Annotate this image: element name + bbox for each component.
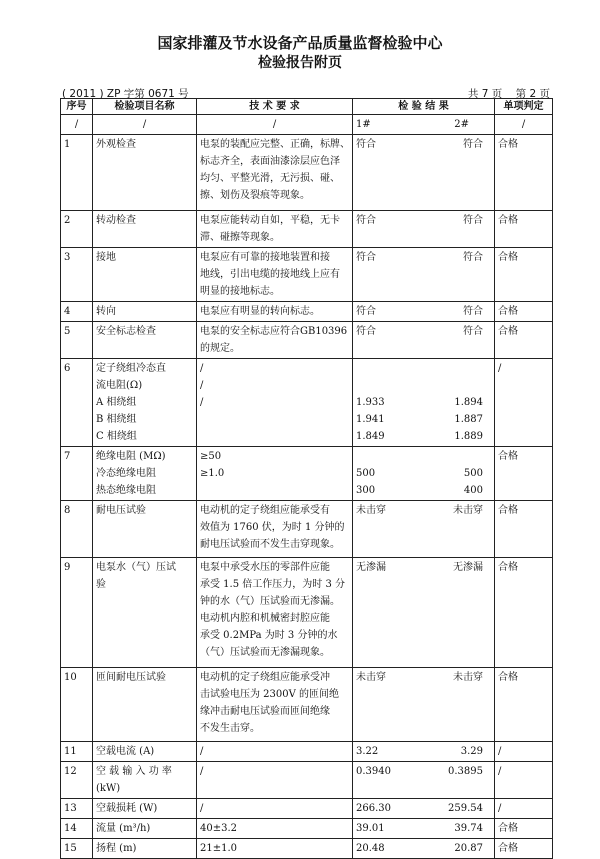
inspection-table: [60, 98, 553, 859]
result-line: [356, 323, 491, 340]
requirement-text: 效值为 1760 伏，为时 1 分钟的: [200, 522, 345, 533]
table-row: [61, 799, 553, 819]
slash-cell: /: [93, 115, 197, 135]
judgement-cell: /: [495, 359, 553, 447]
judgement-cell: 合格: [495, 558, 553, 668]
table-row: [61, 762, 553, 799]
requirement-text: （气）压试验而无渗漏现象。: [200, 647, 330, 658]
item-name-cell: [93, 558, 197, 668]
requirement-text: 标志齐全，表面油漆涂层应色泽: [200, 156, 340, 167]
requirement-text: ≥50: [200, 451, 222, 462]
col-header-seq: 序号: [61, 99, 93, 115]
result-sample-1: 39.01: [356, 823, 385, 834]
judgement-cell: 合格: [495, 668, 553, 742]
result-sample-2: 1.894: [454, 397, 483, 408]
result-sample-2: 无渗漏: [453, 562, 483, 573]
result-cell: [353, 762, 495, 799]
item-name: 空 载 输 入 功 率: [96, 766, 172, 777]
requirement-text: 缘冲击耐电压试验而匝间绝缘: [200, 706, 330, 717]
item-name-cell: [93, 135, 197, 211]
item-name: 热态绝缘电阻: [96, 485, 156, 496]
item-name: 流量 (m³/h): [96, 823, 151, 834]
result-cell: [353, 211, 495, 248]
row-number: 10: [61, 668, 93, 742]
result-cell: [353, 248, 495, 302]
item-name: 接地: [96, 252, 116, 263]
col-header-item: 检验项目名称: [93, 99, 197, 115]
result-line: [356, 136, 491, 153]
requirement-text: 不发生击穿。: [200, 723, 260, 734]
result-sample-1: 266.30: [356, 803, 391, 814]
result-line: [356, 482, 491, 499]
result-cell: [353, 302, 495, 322]
requirement-text: 击试验电压为 2300V 的匝间绝: [200, 689, 340, 700]
result-sample-1: 0.3940: [356, 766, 391, 777]
result-sample-1: 符合: [356, 252, 376, 263]
item-name-cell: [93, 302, 197, 322]
result-sample-2: 符合: [463, 215, 483, 226]
col-header-judge: 单项判定: [495, 99, 553, 115]
result-sample-2: 符合: [463, 139, 483, 150]
result-sample-1: 500: [356, 468, 376, 479]
judgement-cell: 合格: [495, 322, 553, 359]
result-cell: [353, 799, 495, 819]
judgement-cell: 合格: [495, 211, 553, 248]
sample-header-cell: [353, 115, 495, 135]
table-row: [61, 742, 553, 762]
result-sample-1: 未击穿: [356, 672, 386, 683]
requirement-text: 40±3.2: [200, 823, 238, 834]
item-name: 外观检查: [96, 139, 136, 150]
table-row: [61, 558, 553, 668]
row-number: 7: [61, 447, 93, 501]
row-number: 11: [61, 742, 93, 762]
result-sample-1: 符合: [356, 326, 376, 337]
requirement-cell: [197, 248, 353, 302]
result-sample-2: 20.87: [454, 843, 483, 854]
item-name: 电泵水（气）压试: [96, 562, 176, 573]
org-title: 国家排灌及节水设备产品质量监督检验中心: [157, 34, 443, 52]
result-cell: [353, 839, 495, 859]
item-name-cell: [93, 799, 197, 819]
result-cell: [353, 359, 495, 447]
judgement-cell: 合格: [495, 248, 553, 302]
table-row: [61, 322, 553, 359]
requirement-cell: [197, 135, 353, 211]
item-name: B 相绕组: [96, 414, 137, 425]
result-sample-1: 20.48: [356, 843, 385, 854]
result-sample-2: 3.29: [460, 746, 483, 757]
row-number: 15: [61, 839, 93, 859]
page-number: 第 2 页: [515, 88, 550, 100]
requirement-text: ≥1.0: [200, 468, 225, 479]
table-subheader-row: [61, 115, 553, 135]
result-line: [356, 743, 491, 760]
requirement-text: /: [200, 803, 204, 814]
requirement-text: 的规定。: [200, 343, 240, 354]
judgement-cell: 合格: [495, 302, 553, 322]
result-sample-1: 未击穿: [356, 505, 386, 516]
sample-1-label: 1#: [356, 119, 371, 130]
table-row: [61, 248, 553, 302]
requirement-text: 电泵中承受水压的零部件应能: [200, 562, 330, 573]
item-name-cell: [93, 501, 197, 558]
result-line: [356, 820, 491, 837]
judgement-cell: /: [495, 742, 553, 762]
requirement-text: 滞、碰擦等现象。: [200, 232, 280, 243]
requirement-text: 明显的接地标志。: [200, 286, 280, 297]
row-number: 14: [61, 819, 93, 839]
page-title: 检验报告附页: [258, 55, 342, 71]
result-cell: [353, 742, 495, 762]
result-line: [356, 763, 491, 780]
item-name-cell: [93, 248, 197, 302]
result-line: [356, 669, 491, 686]
row-number: 12: [61, 762, 93, 799]
item-name: 定子绕组冷态直: [96, 363, 166, 374]
result-sample-1: 无渗漏: [356, 562, 386, 573]
slash-cell: /: [197, 115, 353, 135]
item-name: 空载损耗 (W): [96, 803, 158, 814]
requirement-cell: [197, 558, 353, 668]
row-number: 8: [61, 501, 93, 558]
result-line: [356, 377, 491, 394]
row-number: 13: [61, 799, 93, 819]
result-sample-2: 500: [463, 468, 483, 479]
result-sample-2: 符合: [463, 326, 483, 337]
requirement-cell: [197, 211, 353, 248]
item-name: 安全标志检查: [96, 326, 156, 337]
col-header-result: 检 验 结 果: [353, 99, 495, 115]
requirement-cell: [197, 447, 353, 501]
requirement-text: 21±1.0: [200, 843, 238, 854]
judgement-cell: 合格: [495, 447, 553, 501]
requirement-text: 擦、划伤及裂痕等现象。: [200, 190, 310, 201]
row-number: 3: [61, 248, 93, 302]
judgement-cell: 合格: [495, 135, 553, 211]
requirement-cell: [197, 668, 353, 742]
report-number: ( 2011 ) ZP 字第 0671 号: [62, 88, 189, 100]
result-sample-2: 1.887: [454, 414, 483, 425]
slash-cell: /: [495, 115, 553, 135]
requirement-text: 电泵应有明显的转向标志。: [200, 306, 320, 317]
item-name-cell: [93, 762, 197, 799]
result-line: [356, 465, 491, 482]
requirement-text: /: [200, 746, 204, 757]
result-sample-2: 259.54: [448, 803, 483, 814]
requirement-cell: [197, 302, 353, 322]
requirement-text: /: [200, 380, 204, 391]
result-sample-1: 1.941: [356, 414, 385, 425]
requirement-text: /: [200, 363, 204, 374]
judgement-cell: 合格: [495, 501, 553, 558]
requirement-text: 均匀、平整光滑，无污损、碰、: [200, 173, 340, 184]
result-cell: [353, 668, 495, 742]
table-row: [61, 135, 553, 211]
judgement-cell: 合格: [495, 819, 553, 839]
slash-cell: /: [61, 115, 93, 135]
item-name: (kW): [96, 783, 121, 794]
result-line: [356, 303, 491, 320]
result-sample-1: 300: [356, 485, 376, 496]
requirement-text: /: [200, 766, 204, 777]
result-sample-2: 未击穿: [453, 672, 483, 683]
row-number: 6: [61, 359, 93, 447]
row-number: 4: [61, 302, 93, 322]
requirement-text: 电泵应能转动自如，平稳，无卡: [200, 215, 340, 226]
item-name-cell: [93, 359, 197, 447]
table-row: [61, 359, 553, 447]
requirement-cell: [197, 322, 353, 359]
row-number: 2: [61, 211, 93, 248]
result-sample-1: 1.849: [356, 431, 385, 442]
requirement-cell: [197, 839, 353, 859]
requirement-text: 承受 0.2MPa 为时 3 分钟的水: [200, 630, 338, 641]
row-number: 5: [61, 322, 93, 359]
requirement-text: 耐电压试验而不发生击穿现象。: [200, 539, 340, 550]
item-name: 验: [96, 579, 106, 590]
result-sample-2: 0.3895: [448, 766, 483, 777]
total-pages: 共 7 页: [467, 88, 503, 100]
requirement-text: 电动机的定子绕组应能承受冲: [200, 672, 330, 683]
item-name: C 相绕组: [96, 431, 137, 442]
table-row: [61, 501, 553, 558]
item-name: 匝间耐电压试验: [96, 672, 166, 683]
result-sample-1: 3.22: [356, 746, 379, 757]
table-row: [61, 302, 553, 322]
result-line: [356, 411, 491, 428]
item-name: 绝缘电阻 (MΩ): [96, 451, 166, 462]
item-name: 冷态绝缘电阻: [96, 468, 156, 479]
result-line: [356, 428, 491, 445]
requirement-text: 电泵应有可靠的接地装置和接: [200, 252, 330, 263]
result-line: [356, 800, 491, 817]
requirement-text: 电泵的安全标志应符合GB10396: [200, 326, 348, 337]
table-row: [61, 211, 553, 248]
result-sample-1: 符合: [356, 139, 376, 150]
result-sample-1: 符合: [356, 215, 376, 226]
item-name: 转向: [96, 306, 116, 317]
result-sample-2: 未击穿: [453, 505, 483, 516]
row-number: 9: [61, 558, 93, 668]
result-line: [356, 502, 491, 519]
result-sample-2: 39.74: [454, 823, 483, 834]
item-name-cell: [93, 668, 197, 742]
requirement-text: 电动机内腔和机械密封腔应能: [200, 613, 330, 624]
item-name: 扬程 (m): [96, 843, 137, 854]
judgement-cell: /: [495, 799, 553, 819]
table-header-row: [61, 99, 553, 115]
result-cell: [353, 135, 495, 211]
result-cell: [353, 322, 495, 359]
result-sample-1: 符合: [356, 306, 376, 317]
item-name-cell: [93, 742, 197, 762]
result-sample-2: 1.889: [454, 431, 483, 442]
result-line: [356, 249, 491, 266]
result-line: [356, 394, 491, 411]
requirement-text: 电泵的装配应完整、正确，标牌、: [200, 139, 350, 150]
row-number: 1: [61, 135, 93, 211]
result-cell: [353, 558, 495, 668]
requirement-text: /: [200, 397, 204, 408]
requirement-text: 电动机的定子绕组应能承受有: [200, 505, 330, 516]
item-name: A 相绕组: [96, 397, 137, 408]
requirement-cell: [197, 762, 353, 799]
result-sample-2: 400: [463, 485, 483, 496]
judgement-cell: /: [495, 762, 553, 799]
table-row: [61, 839, 553, 859]
requirement-text: 钟的水（气）压试验而无渗漏。: [200, 596, 340, 607]
item-name: 转动检查: [96, 215, 136, 226]
item-name-cell: [93, 211, 197, 248]
requirement-cell: [197, 742, 353, 762]
result-cell: [353, 501, 495, 558]
item-name-cell: [93, 322, 197, 359]
result-sample-2: 符合: [463, 306, 483, 317]
table-row: [61, 668, 553, 742]
result-line: [356, 840, 491, 857]
result-line: [356, 448, 491, 465]
item-name-cell: [93, 447, 197, 501]
result-line: [356, 559, 491, 576]
requirement-cell: [197, 501, 353, 558]
result-line: [356, 212, 491, 229]
result-sample-2: 符合: [463, 252, 483, 263]
result-sample-1: 1.933: [356, 397, 385, 408]
result-cell: [353, 447, 495, 501]
requirement-text: 承受 1.5 倍工作压力，为时 3 分: [200, 579, 345, 590]
requirement-cell: [197, 799, 353, 819]
judgement-cell: 合格: [495, 839, 553, 859]
item-name: 耐电压试验: [96, 505, 146, 516]
requirement-text: 地线，引出电缆的接地线上应有: [200, 269, 340, 280]
item-name: 空载电流 (A): [96, 746, 155, 757]
col-header-req: 技 术 要 求: [197, 99, 353, 115]
table-row: [61, 447, 553, 501]
item-name: 流电阻(Ω): [96, 380, 143, 391]
item-name-cell: [93, 839, 197, 859]
sample-2-label: 2#: [454, 119, 469, 130]
result-line: [356, 360, 491, 377]
requirement-cell: [197, 359, 353, 447]
